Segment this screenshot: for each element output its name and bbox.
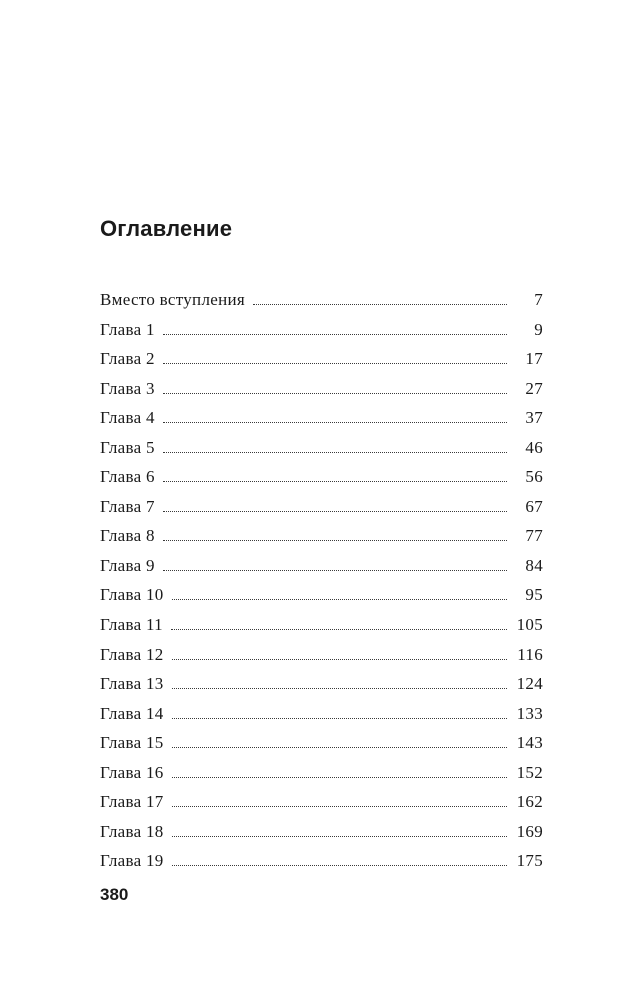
toc-entry-page: 7 xyxy=(534,290,543,309)
toc-entry-page: 46 xyxy=(525,437,543,457)
toc-entry-label: Глава 17 xyxy=(100,792,164,812)
toc-entry-label: Глава 19 xyxy=(100,851,164,871)
toc-entry-page: 67 xyxy=(525,496,543,516)
toc-entry xyxy=(100,610,543,640)
toc-entry-page: 9 xyxy=(534,319,543,339)
dot-leader xyxy=(163,444,507,453)
toc-entry xyxy=(100,433,543,463)
toc-entry-label: Глава 8 xyxy=(100,526,155,546)
dot-leader xyxy=(172,651,507,660)
toc-entry-label: Глава 10 xyxy=(100,585,164,605)
table-of-contents xyxy=(100,285,543,876)
toc-entry-label: Глава 11 xyxy=(100,615,163,635)
toc-entry-page: 27 xyxy=(525,378,543,398)
toc-entry-page: 143 xyxy=(516,733,543,753)
toc-entry-label: Глава 12 xyxy=(100,644,164,664)
toc-entry-page: 175 xyxy=(516,851,543,871)
toc-entry-page: 56 xyxy=(525,467,543,487)
dot-leader xyxy=(163,385,507,394)
toc-entry xyxy=(100,640,543,670)
dot-leader xyxy=(253,296,507,305)
toc-entry-page: 152 xyxy=(516,762,543,782)
page-number: 380 xyxy=(100,885,129,904)
toc-entry xyxy=(100,374,543,404)
dot-leader xyxy=(163,326,507,335)
toc-entry-label: Глава 16 xyxy=(100,762,164,782)
dot-leader xyxy=(163,355,507,364)
toc-entry-page: 77 xyxy=(525,526,543,546)
toc-entry-label: Глава 15 xyxy=(100,733,164,753)
toc-entry-label: Глава 3 xyxy=(100,378,155,398)
toc-entry-label: Глава 6 xyxy=(100,467,155,487)
dot-leader xyxy=(172,739,507,748)
toc-entry xyxy=(100,492,543,522)
dot-leader xyxy=(163,562,507,571)
toc-entry-page: 133 xyxy=(516,703,543,723)
dot-leader xyxy=(172,591,507,600)
toc-entry xyxy=(100,403,543,433)
dot-leader xyxy=(172,828,507,837)
dot-leader xyxy=(172,680,507,689)
toc-entry xyxy=(100,758,543,788)
toc-entry-label: Глава 1 xyxy=(100,319,155,339)
toc-entry-page: 124 xyxy=(516,674,543,694)
toc-entry-page: 105 xyxy=(516,615,543,635)
toc-entry-label: Глава 9 xyxy=(100,555,155,575)
toc-entry xyxy=(100,817,543,847)
dot-leader xyxy=(172,857,507,866)
toc-entry-label: Глава 13 xyxy=(100,674,164,694)
toc-entry-label: Глава 18 xyxy=(100,821,164,841)
toc-entry xyxy=(100,669,543,699)
dot-leader xyxy=(172,710,507,719)
dot-leader xyxy=(163,503,507,512)
toc-entry-page: 162 xyxy=(516,792,543,812)
toc-entry-page: 37 xyxy=(525,408,543,428)
toc-entry-page: 169 xyxy=(516,821,543,841)
toc-entry xyxy=(100,728,543,758)
dot-leader xyxy=(163,414,507,423)
dot-leader xyxy=(171,621,507,630)
toc-entry-label: Глава 14 xyxy=(100,703,164,723)
toc-entry xyxy=(100,462,543,492)
toc-entry xyxy=(100,315,543,345)
toc-entry xyxy=(100,521,543,551)
toc-entry xyxy=(100,551,543,581)
toc-entry xyxy=(100,699,543,729)
page-title: Оглавление xyxy=(100,216,233,241)
toc-entry-label: Глава 2 xyxy=(100,349,155,369)
toc-entry-label: Глава 5 xyxy=(100,437,155,457)
dot-leader xyxy=(163,532,507,541)
dot-leader xyxy=(172,798,507,807)
toc-entry xyxy=(100,580,543,610)
toc-entry-label: Глава 7 xyxy=(100,496,155,516)
dot-leader xyxy=(172,769,507,778)
toc-entry xyxy=(100,285,543,315)
toc-entry-page: 95 xyxy=(525,585,543,605)
toc-entry-page: 84 xyxy=(525,555,543,575)
toc-entry-label: Глава 4 xyxy=(100,408,155,428)
toc-entry xyxy=(100,787,543,817)
toc-entry-page: 17 xyxy=(525,349,543,369)
dot-leader xyxy=(163,473,507,482)
toc-entry-label: Вместо вступления xyxy=(100,290,245,309)
toc-entry xyxy=(100,846,543,876)
toc-entry-page: 116 xyxy=(517,644,543,664)
toc-entry xyxy=(100,344,543,374)
